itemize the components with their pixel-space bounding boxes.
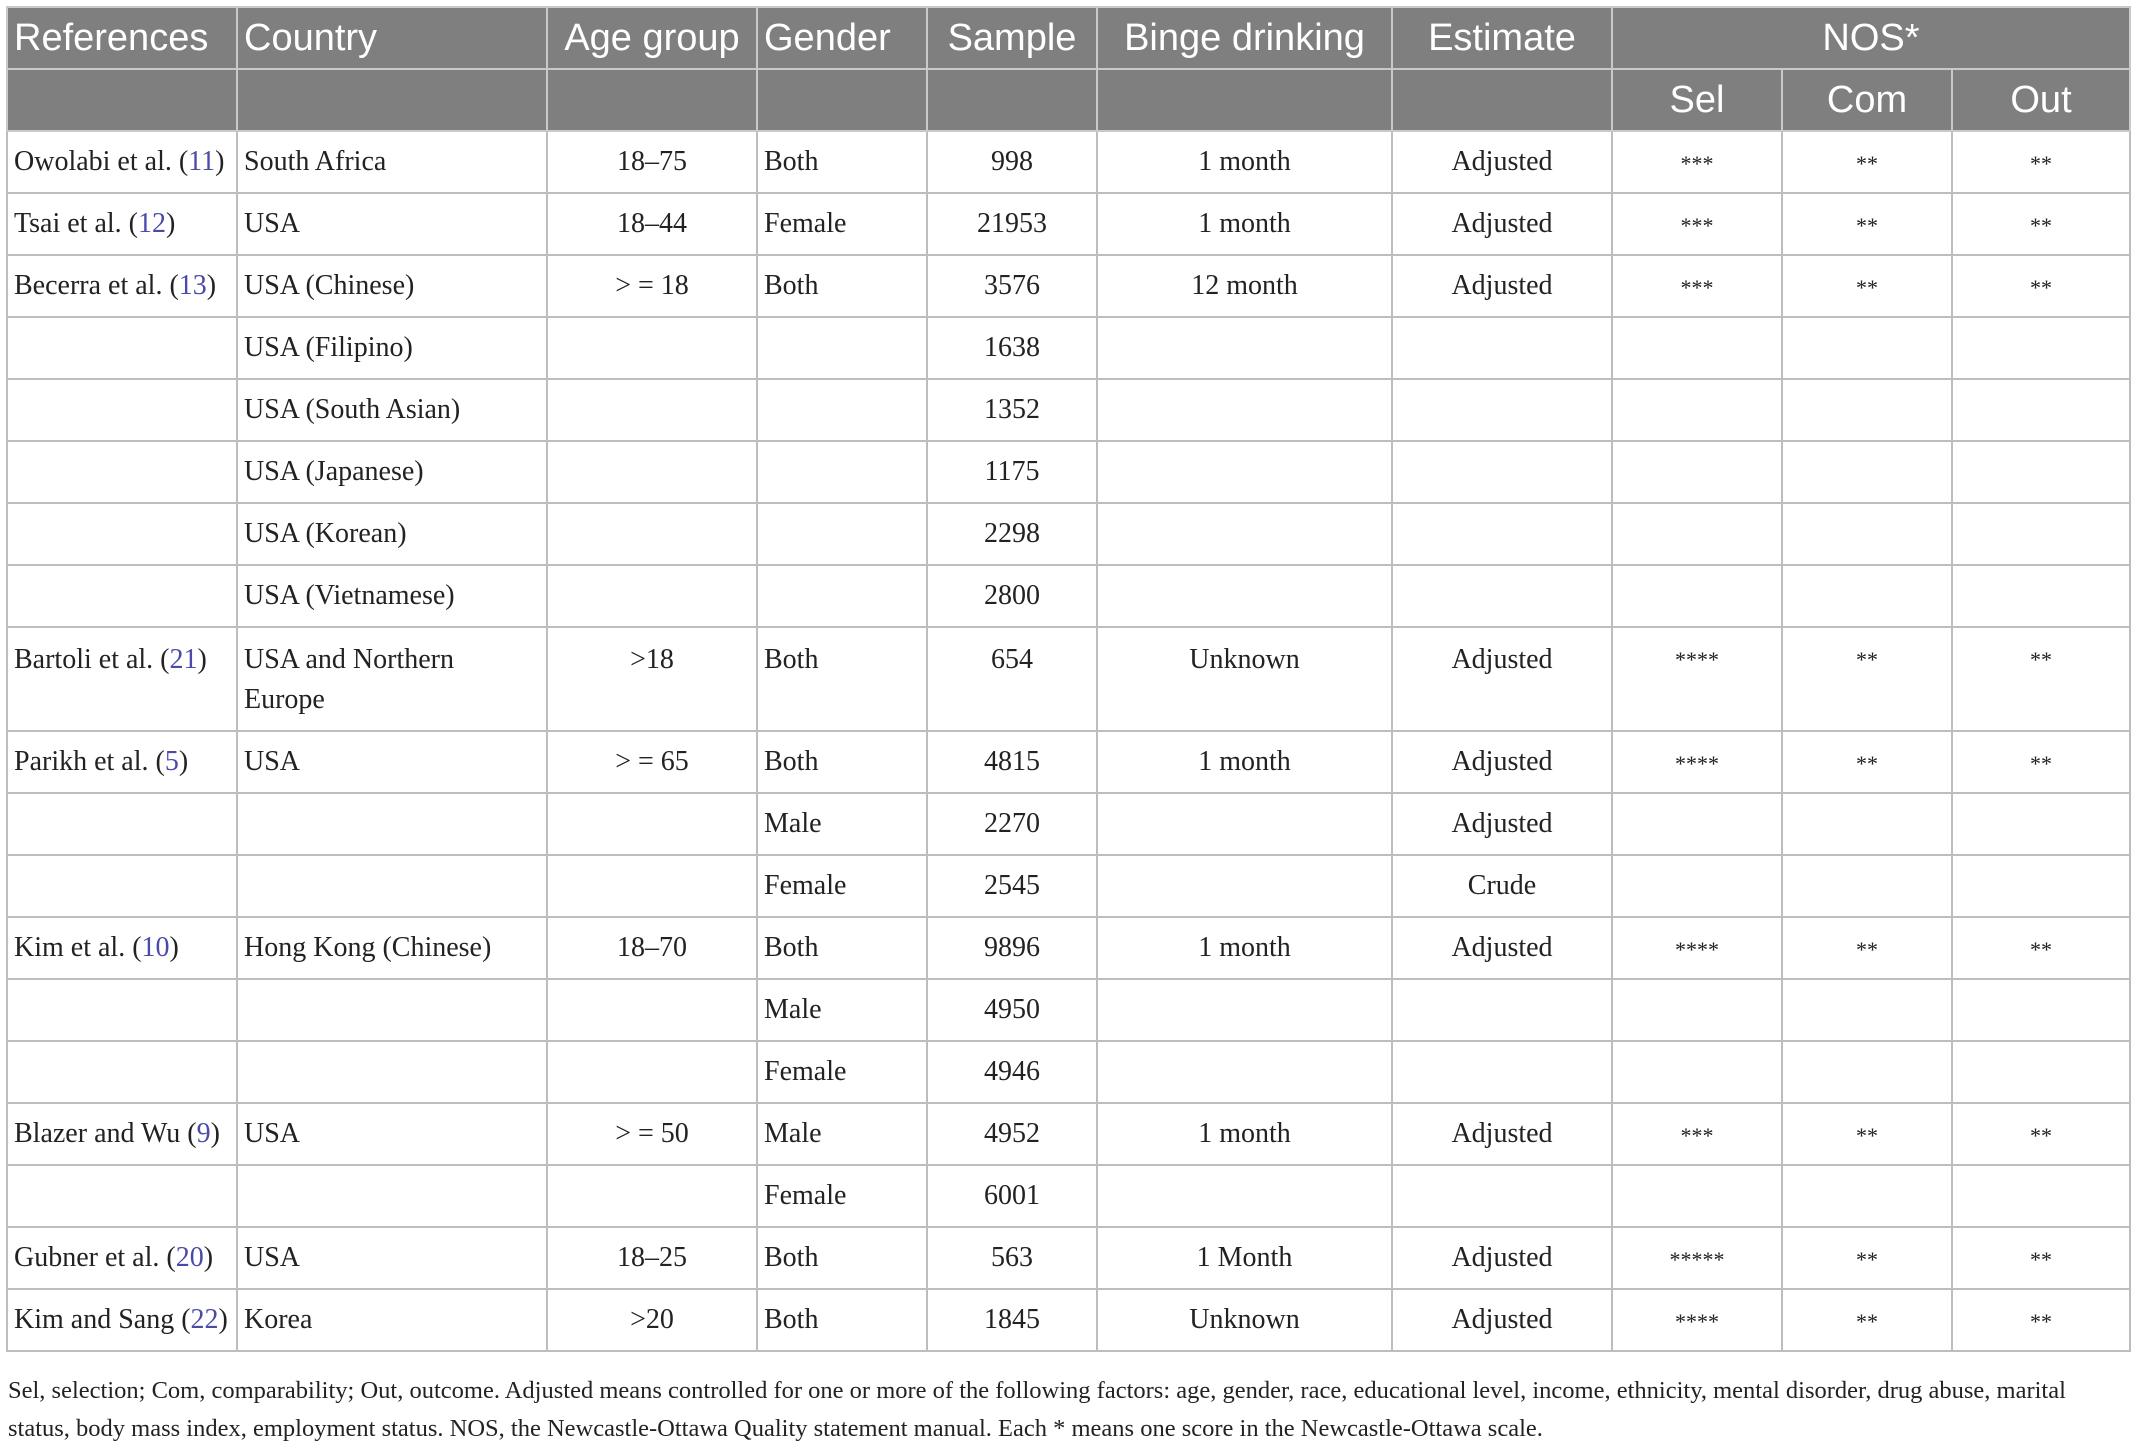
cell-sample: 1845 (927, 1289, 1097, 1351)
cell-sample: 3576 (927, 255, 1097, 317)
cell-nos-com: ** (1782, 255, 1952, 317)
cell-country: USA and Northern Europe (237, 627, 547, 731)
header-row-sub (7, 69, 2130, 131)
header-out: Out (1952, 69, 2130, 131)
header-gender: Gender (757, 7, 927, 69)
cell-nos-out (1952, 979, 2130, 1041)
cell-age-group (547, 441, 757, 503)
cell-country: USA (Japanese) (237, 441, 547, 503)
cell-nos-com (1782, 441, 1952, 503)
cell-gender: Both (757, 1227, 927, 1289)
table-row (7, 917, 2130, 979)
cell-binge-drinking (1097, 565, 1392, 627)
cell-estimate: Adjusted (1392, 255, 1612, 317)
cell-country: USA (Vietnamese) (237, 565, 547, 627)
cell-estimate: Adjusted (1392, 131, 1612, 193)
cell-nos-com: ** (1782, 917, 1952, 979)
table-header (7, 7, 2130, 131)
cell-country: USA (South Asian) (237, 379, 547, 441)
cell-estimate (1392, 565, 1612, 627)
cell-nos-out: ** (1952, 917, 2130, 979)
cell-binge-drinking (1097, 441, 1392, 503)
cell-nos-out (1952, 855, 2130, 917)
header-country: Country (237, 7, 547, 69)
cell-nos-out: ** (1952, 731, 2130, 793)
cell-gender: Both (757, 1289, 927, 1351)
cell-nos-sel (1612, 503, 1782, 565)
cell-reference (7, 855, 237, 917)
cell-binge-drinking (1097, 379, 1392, 441)
cell-nos-com: ** (1782, 627, 1952, 731)
citation-link[interactable]: 12 (138, 208, 166, 239)
reference-close-paren: ) (215, 146, 225, 177)
reference-author: Becerra et al. ( (14, 270, 179, 301)
table-row (7, 441, 2130, 503)
table-row (7, 317, 2130, 379)
header-empty-cell (547, 69, 757, 131)
reference-author: Gubner et al. ( (14, 1242, 176, 1273)
cell-nos-sel (1612, 379, 1782, 441)
header-empty-cell (927, 69, 1097, 131)
cell-binge-drinking: 12 month (1097, 255, 1392, 317)
cell-country (237, 1041, 547, 1103)
cell-nos-sel: **** (1612, 1289, 1782, 1351)
cell-age-group: 18–70 (547, 917, 757, 979)
cell-nos-out (1952, 1041, 2130, 1103)
cell-sample: 1638 (927, 317, 1097, 379)
cell-nos-out (1952, 1165, 2130, 1227)
cell-age-group: > = 18 (547, 255, 757, 317)
reference-close-paren: ) (218, 1304, 228, 1335)
cell-sample: 9896 (927, 917, 1097, 979)
table-row (7, 855, 2130, 917)
table-row (7, 255, 2130, 317)
header-sample: Sample (927, 7, 1097, 69)
cell-gender (757, 379, 927, 441)
cell-age-group: >18 (547, 627, 757, 731)
cell-sample: 654 (927, 627, 1097, 731)
reference-close-paren: ) (178, 746, 189, 777)
citation-link[interactable]: 22 (190, 1304, 219, 1335)
cell-gender (757, 503, 927, 565)
cell-gender: Female (757, 1165, 927, 1227)
cell-binge-drinking: 1 month (1097, 1103, 1392, 1165)
table-row (7, 503, 2130, 565)
citation-link[interactable]: 9 (196, 1118, 211, 1149)
reference-close-paren: ) (203, 1242, 214, 1273)
cell-gender: Both (757, 131, 927, 193)
cell-sample: 4950 (927, 979, 1097, 1041)
table-row (7, 1103, 2130, 1165)
cell-binge-drinking: 1 month (1097, 131, 1392, 193)
cell-nos-sel: *** (1612, 193, 1782, 255)
cell-sample: 1352 (927, 379, 1097, 441)
cell-estimate: Crude (1392, 855, 1612, 917)
cell-reference (7, 131, 237, 193)
header-binge-drinking: Binge drinking (1097, 7, 1392, 69)
table-row (7, 565, 2130, 627)
cell-binge-drinking: Unknown (1097, 1289, 1392, 1351)
cell-nos-com (1782, 855, 1952, 917)
table-row (7, 627, 2130, 731)
header-empty-cell (757, 69, 927, 131)
cell-nos-out: ** (1952, 1103, 2130, 1165)
cell-reference (7, 255, 237, 317)
header-empty-cell (7, 69, 237, 131)
citation-link[interactable]: 20 (175, 1242, 204, 1273)
cell-country (237, 793, 547, 855)
cell-nos-sel (1612, 1165, 1782, 1227)
cell-nos-out: ** (1952, 193, 2130, 255)
cell-estimate: Adjusted (1392, 1227, 1612, 1289)
cell-nos-sel: **** (1612, 731, 1782, 793)
cell-nos-sel (1612, 855, 1782, 917)
header-empty-cell (1097, 69, 1392, 131)
cell-estimate (1392, 979, 1612, 1041)
reference-close-paren: ) (166, 208, 176, 239)
cell-age-group: 18–44 (547, 193, 757, 255)
citation-link[interactable]: 21 (169, 644, 198, 675)
cell-nos-sel: **** (1612, 917, 1782, 979)
table-row (7, 1227, 2130, 1289)
reference-author: Kim and Sang ( (14, 1304, 191, 1335)
cell-estimate: Adjusted (1392, 1289, 1612, 1351)
table-row (7, 793, 2130, 855)
cell-reference (7, 979, 237, 1041)
cell-age-group (547, 317, 757, 379)
cell-estimate (1392, 503, 1612, 565)
cell-nos-com (1782, 979, 1952, 1041)
citation-link[interactable]: 11 (188, 146, 216, 177)
cell-country: USA (237, 193, 547, 255)
reference-author: Blazer and Wu ( (14, 1118, 197, 1149)
cell-estimate: Adjusted (1392, 193, 1612, 255)
cell-country (237, 855, 547, 917)
cell-sample: 2298 (927, 503, 1097, 565)
cell-nos-out: ** (1952, 1289, 2130, 1351)
cell-nos-com: ** (1782, 1289, 1952, 1351)
cell-nos-sel (1612, 979, 1782, 1041)
cell-reference (7, 441, 237, 503)
table-row (7, 1041, 2130, 1103)
cell-nos-sel: *** (1612, 1103, 1782, 1165)
cell-sample: 4952 (927, 1103, 1097, 1165)
cell-age-group (547, 979, 757, 1041)
header-empty-cell (1392, 69, 1612, 131)
cell-binge-drinking: 1 month (1097, 193, 1392, 255)
cell-reference (7, 627, 237, 731)
cell-nos-com: ** (1782, 193, 1952, 255)
cell-country: South Africa (237, 131, 547, 193)
cell-age-group (547, 1041, 757, 1103)
cell-sample: 1175 (927, 441, 1097, 503)
cell-nos-out (1952, 441, 2130, 503)
cell-nos-out: ** (1952, 627, 2130, 731)
cell-country: USA (Korean) (237, 503, 547, 565)
cell-sample: 2270 (927, 793, 1097, 855)
cell-sample: 998 (927, 131, 1097, 193)
cell-age-group: > = 65 (547, 731, 757, 793)
cell-sample: 21953 (927, 193, 1097, 255)
cell-gender: Both (757, 627, 927, 731)
reference-author: Bartoli et al. ( (14, 644, 170, 675)
citation-link[interactable]: 5 (164, 746, 179, 777)
cell-gender: Male (757, 979, 927, 1041)
cell-reference (7, 1227, 237, 1289)
reference-author: Parikh et al. ( (14, 746, 165, 777)
reference-close-paren: ) (210, 1118, 220, 1149)
cell-binge-drinking: 1 month (1097, 731, 1392, 793)
studies-table (6, 6, 2131, 1352)
cell-age-group: 18–75 (547, 131, 757, 193)
cell-country: USA (237, 1103, 547, 1165)
cell-nos-com (1782, 793, 1952, 855)
header-nos: NOS* (1612, 7, 2130, 69)
citation-link[interactable]: 13 (178, 270, 207, 301)
cell-reference (7, 1165, 237, 1227)
table-row (7, 379, 2130, 441)
cell-binge-drinking: 1 Month (1097, 1227, 1392, 1289)
cell-estimate (1392, 317, 1612, 379)
reference-close-paren: ) (169, 932, 179, 963)
cell-estimate: Adjusted (1392, 1103, 1612, 1165)
cell-nos-out (1952, 793, 2130, 855)
cell-country: USA (Chinese) (237, 255, 547, 317)
cell-nos-com (1782, 1165, 1952, 1227)
cell-nos-com: ** (1782, 1227, 1952, 1289)
cell-estimate (1392, 441, 1612, 503)
reference-close-paren: ) (206, 270, 217, 301)
cell-binge-drinking: 1 month (1097, 917, 1392, 979)
cell-gender: Female (757, 193, 927, 255)
reference-author: Owolabi et al. ( (14, 146, 189, 177)
cell-binge-drinking (1097, 503, 1392, 565)
cell-gender: Both (757, 255, 927, 317)
cell-age-group (547, 565, 757, 627)
table-footnote: Sel, selection; Com, comparability; Out, outcome. Adjusted means controlled for one or more of the following factors: age, gender, race, educational level, income, ethnicity, mental disorder, drug abuse, marital status, body mass index, employment status. NOS, the Newcastle-Ottawa Quality statement manual. Each * means one score in the Newcastle-Ottawa scale. (8, 1377, 2066, 1442)
header-com: Com (1782, 69, 1952, 131)
cell-estimate: Adjusted (1392, 731, 1612, 793)
header-references: References (7, 7, 237, 69)
cell-estimate (1392, 1165, 1612, 1227)
cell-estimate: Adjusted (1392, 917, 1612, 979)
cell-sample: 563 (927, 1227, 1097, 1289)
cell-nos-sel (1612, 1041, 1782, 1103)
reference-author: Tsai et al. ( (14, 208, 138, 239)
cell-nos-out: ** (1952, 255, 2130, 317)
cell-country (237, 979, 547, 1041)
cell-nos-sel (1612, 793, 1782, 855)
cell-gender: Female (757, 1041, 927, 1103)
cell-age-group (547, 1165, 757, 1227)
table-row (7, 731, 2130, 793)
cell-sample: 6001 (927, 1165, 1097, 1227)
table-row (7, 1289, 2130, 1351)
cell-sample: 4946 (927, 1041, 1097, 1103)
cell-gender (757, 565, 927, 627)
cell-country: Korea (237, 1289, 547, 1351)
cell-nos-out (1952, 317, 2130, 379)
cell-reference (7, 379, 237, 441)
cell-nos-com (1782, 317, 1952, 379)
cell-nos-com: ** (1782, 1103, 1952, 1165)
cell-reference (7, 1289, 237, 1351)
cell-reference (7, 1041, 237, 1103)
cell-nos-sel (1612, 565, 1782, 627)
cell-reference (7, 193, 237, 255)
cell-gender: Both (757, 731, 927, 793)
cell-nos-sel: *** (1612, 131, 1782, 193)
cell-reference (7, 503, 237, 565)
reference-author: Kim et al. ( (14, 932, 142, 963)
cell-reference (7, 1103, 237, 1165)
reference-close-paren: ) (197, 644, 207, 675)
cell-nos-out: ** (1952, 1227, 2130, 1289)
cell-sample: 2545 (927, 855, 1097, 917)
cell-gender (757, 441, 927, 503)
cell-nos-com: ** (1782, 731, 1952, 793)
cell-binge-drinking: Unknown (1097, 627, 1392, 731)
cell-reference (7, 793, 237, 855)
cell-nos-sel: ***** (1612, 1227, 1782, 1289)
cell-reference (7, 917, 237, 979)
header-estimate: Estimate (1392, 7, 1612, 69)
cell-country: USA (Filipino) (237, 317, 547, 379)
cell-nos-out (1952, 503, 2130, 565)
citation-link[interactable]: 10 (141, 932, 170, 963)
table-row (7, 131, 2130, 193)
cell-nos-com (1782, 1041, 1952, 1103)
cell-binge-drinking (1097, 979, 1392, 1041)
header-sel: Sel (1612, 69, 1782, 131)
cell-nos-out (1952, 379, 2130, 441)
cell-reference (7, 317, 237, 379)
cell-age-group (547, 379, 757, 441)
cell-nos-out (1952, 565, 2130, 627)
cell-nos-com (1782, 379, 1952, 441)
cell-gender: Both (757, 917, 927, 979)
header-row-top (7, 7, 2130, 69)
cell-nos-sel (1612, 441, 1782, 503)
cell-nos-out: ** (1952, 131, 2130, 193)
table-row (7, 1165, 2130, 1227)
cell-country: USA (237, 1227, 547, 1289)
cell-binge-drinking (1097, 1041, 1392, 1103)
cell-gender: Male (757, 793, 927, 855)
cell-age-group (547, 793, 757, 855)
cell-nos-sel: *** (1612, 255, 1782, 317)
header-empty-cell (237, 69, 547, 131)
cell-estimate: Adjusted (1392, 627, 1612, 731)
cell-gender: Female (757, 855, 927, 917)
cell-binge-drinking (1097, 1165, 1392, 1227)
cell-country: USA (237, 731, 547, 793)
cell-nos-sel (1612, 317, 1782, 379)
header-age-group: Age group (547, 7, 757, 69)
cell-country (237, 1165, 547, 1227)
cell-sample: 4815 (927, 731, 1097, 793)
cell-age-group (547, 503, 757, 565)
cell-nos-sel: **** (1612, 627, 1782, 731)
cell-age-group: >20 (547, 1289, 757, 1351)
cell-country: Hong Kong (Chinese) (237, 917, 547, 979)
cell-estimate (1392, 379, 1612, 441)
cell-age-group: 18–25 (547, 1227, 757, 1289)
cell-sample: 2800 (927, 565, 1097, 627)
cell-age-group: > = 50 (547, 1103, 757, 1165)
cell-reference (7, 731, 237, 793)
cell-nos-com (1782, 565, 1952, 627)
cell-reference (7, 565, 237, 627)
cell-binge-drinking (1097, 855, 1392, 917)
cell-age-group (547, 855, 757, 917)
cell-gender: Male (757, 1103, 927, 1165)
table-body (7, 131, 2130, 1351)
cell-gender (757, 317, 927, 379)
cell-binge-drinking (1097, 793, 1392, 855)
cell-binge-drinking (1097, 317, 1392, 379)
cell-estimate: Adjusted (1392, 793, 1612, 855)
table-row (7, 979, 2130, 1041)
table-row (7, 193, 2130, 255)
cell-estimate (1392, 1041, 1612, 1103)
table-wrapper (6, 6, 2129, 1352)
cell-nos-com: ** (1782, 131, 1952, 193)
cell-nos-com (1782, 503, 1952, 565)
